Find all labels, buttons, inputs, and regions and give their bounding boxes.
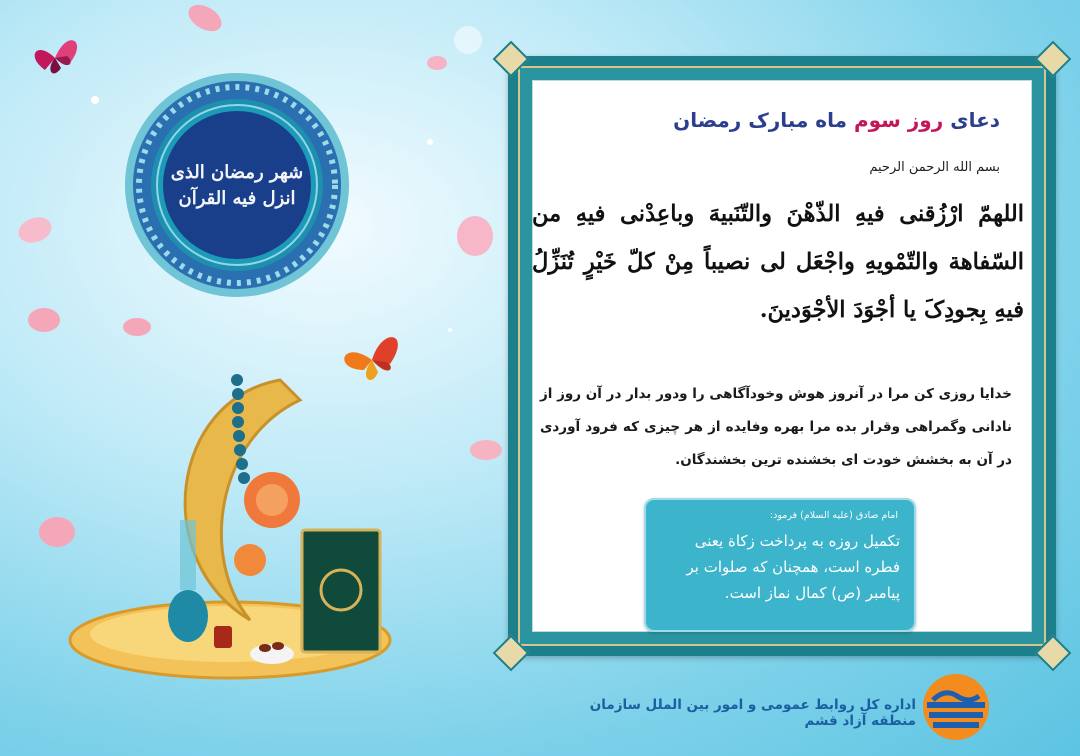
hadith-source: امام صادق (علیه السلام) فرمود: <box>769 510 898 521</box>
hadith-quote-box <box>644 498 916 632</box>
title-prefix: دعای <box>950 108 1000 132</box>
petal-icon <box>39 517 75 547</box>
bismillah: بسم الله الرحمن الرحیم <box>869 160 1000 175</box>
petal-icon <box>28 308 60 332</box>
organization-name: اداره کل روابط عمومی و امور بین الملل سازمان منطقه آزاد قشم <box>589 697 916 729</box>
quran-book <box>302 530 380 652</box>
emblem-calligraphy: شهر رمضان الذی انزل فیه القرآن <box>170 162 304 209</box>
dua-persian-translation: خدایا روزی کن مرا در آنروز هوش وخودآگاهی را ودور بدار در آن روز از نادانی وگمراهی وقرار بده مرا بهره وفایده از هر چیزی که فرود آوردی در آن به بخشش خودت ای بخشنده ترین بخشندگان. <box>540 386 1012 468</box>
dates-bowl <box>250 644 294 664</box>
hadith-text: تکمیل روزه به پرداخت زکاة یعنی فطره است، همچنان که صلوات بر پیامبر (ص) کمال نماز است. <box>686 532 900 602</box>
petal-icon <box>123 318 151 336</box>
butterfly-icon <box>344 337 398 380</box>
page-title <box>540 108 1000 132</box>
vase <box>168 590 208 642</box>
tea-glass <box>214 626 232 648</box>
petal-icon <box>427 56 447 70</box>
petal-icon <box>15 213 55 247</box>
title-suffix: ماه مبارک رمضان <box>673 108 847 132</box>
petal-icon <box>184 0 226 37</box>
butterfly-icon <box>35 40 77 73</box>
title-highlight: روز سوم <box>853 108 944 132</box>
petal-icon <box>470 440 502 460</box>
dua-arabic-text: اللهمّ ارْزُقنی فیهِ الذّهْنَ والتّنَبیهَ وباعِدْنی فیهِ من السّفاهة والتّمْویهِ واجْعَل لی نصیباً مِنْ کلّ خَیْرٍ تُنَزِّلُ فیهِ بِجودِکَ یا أجْوَدَ الأجْوَدینَ. <box>532 201 1024 323</box>
qeshm-free-zone-logo-icon <box>921 672 991 742</box>
petal-icon <box>457 216 493 256</box>
